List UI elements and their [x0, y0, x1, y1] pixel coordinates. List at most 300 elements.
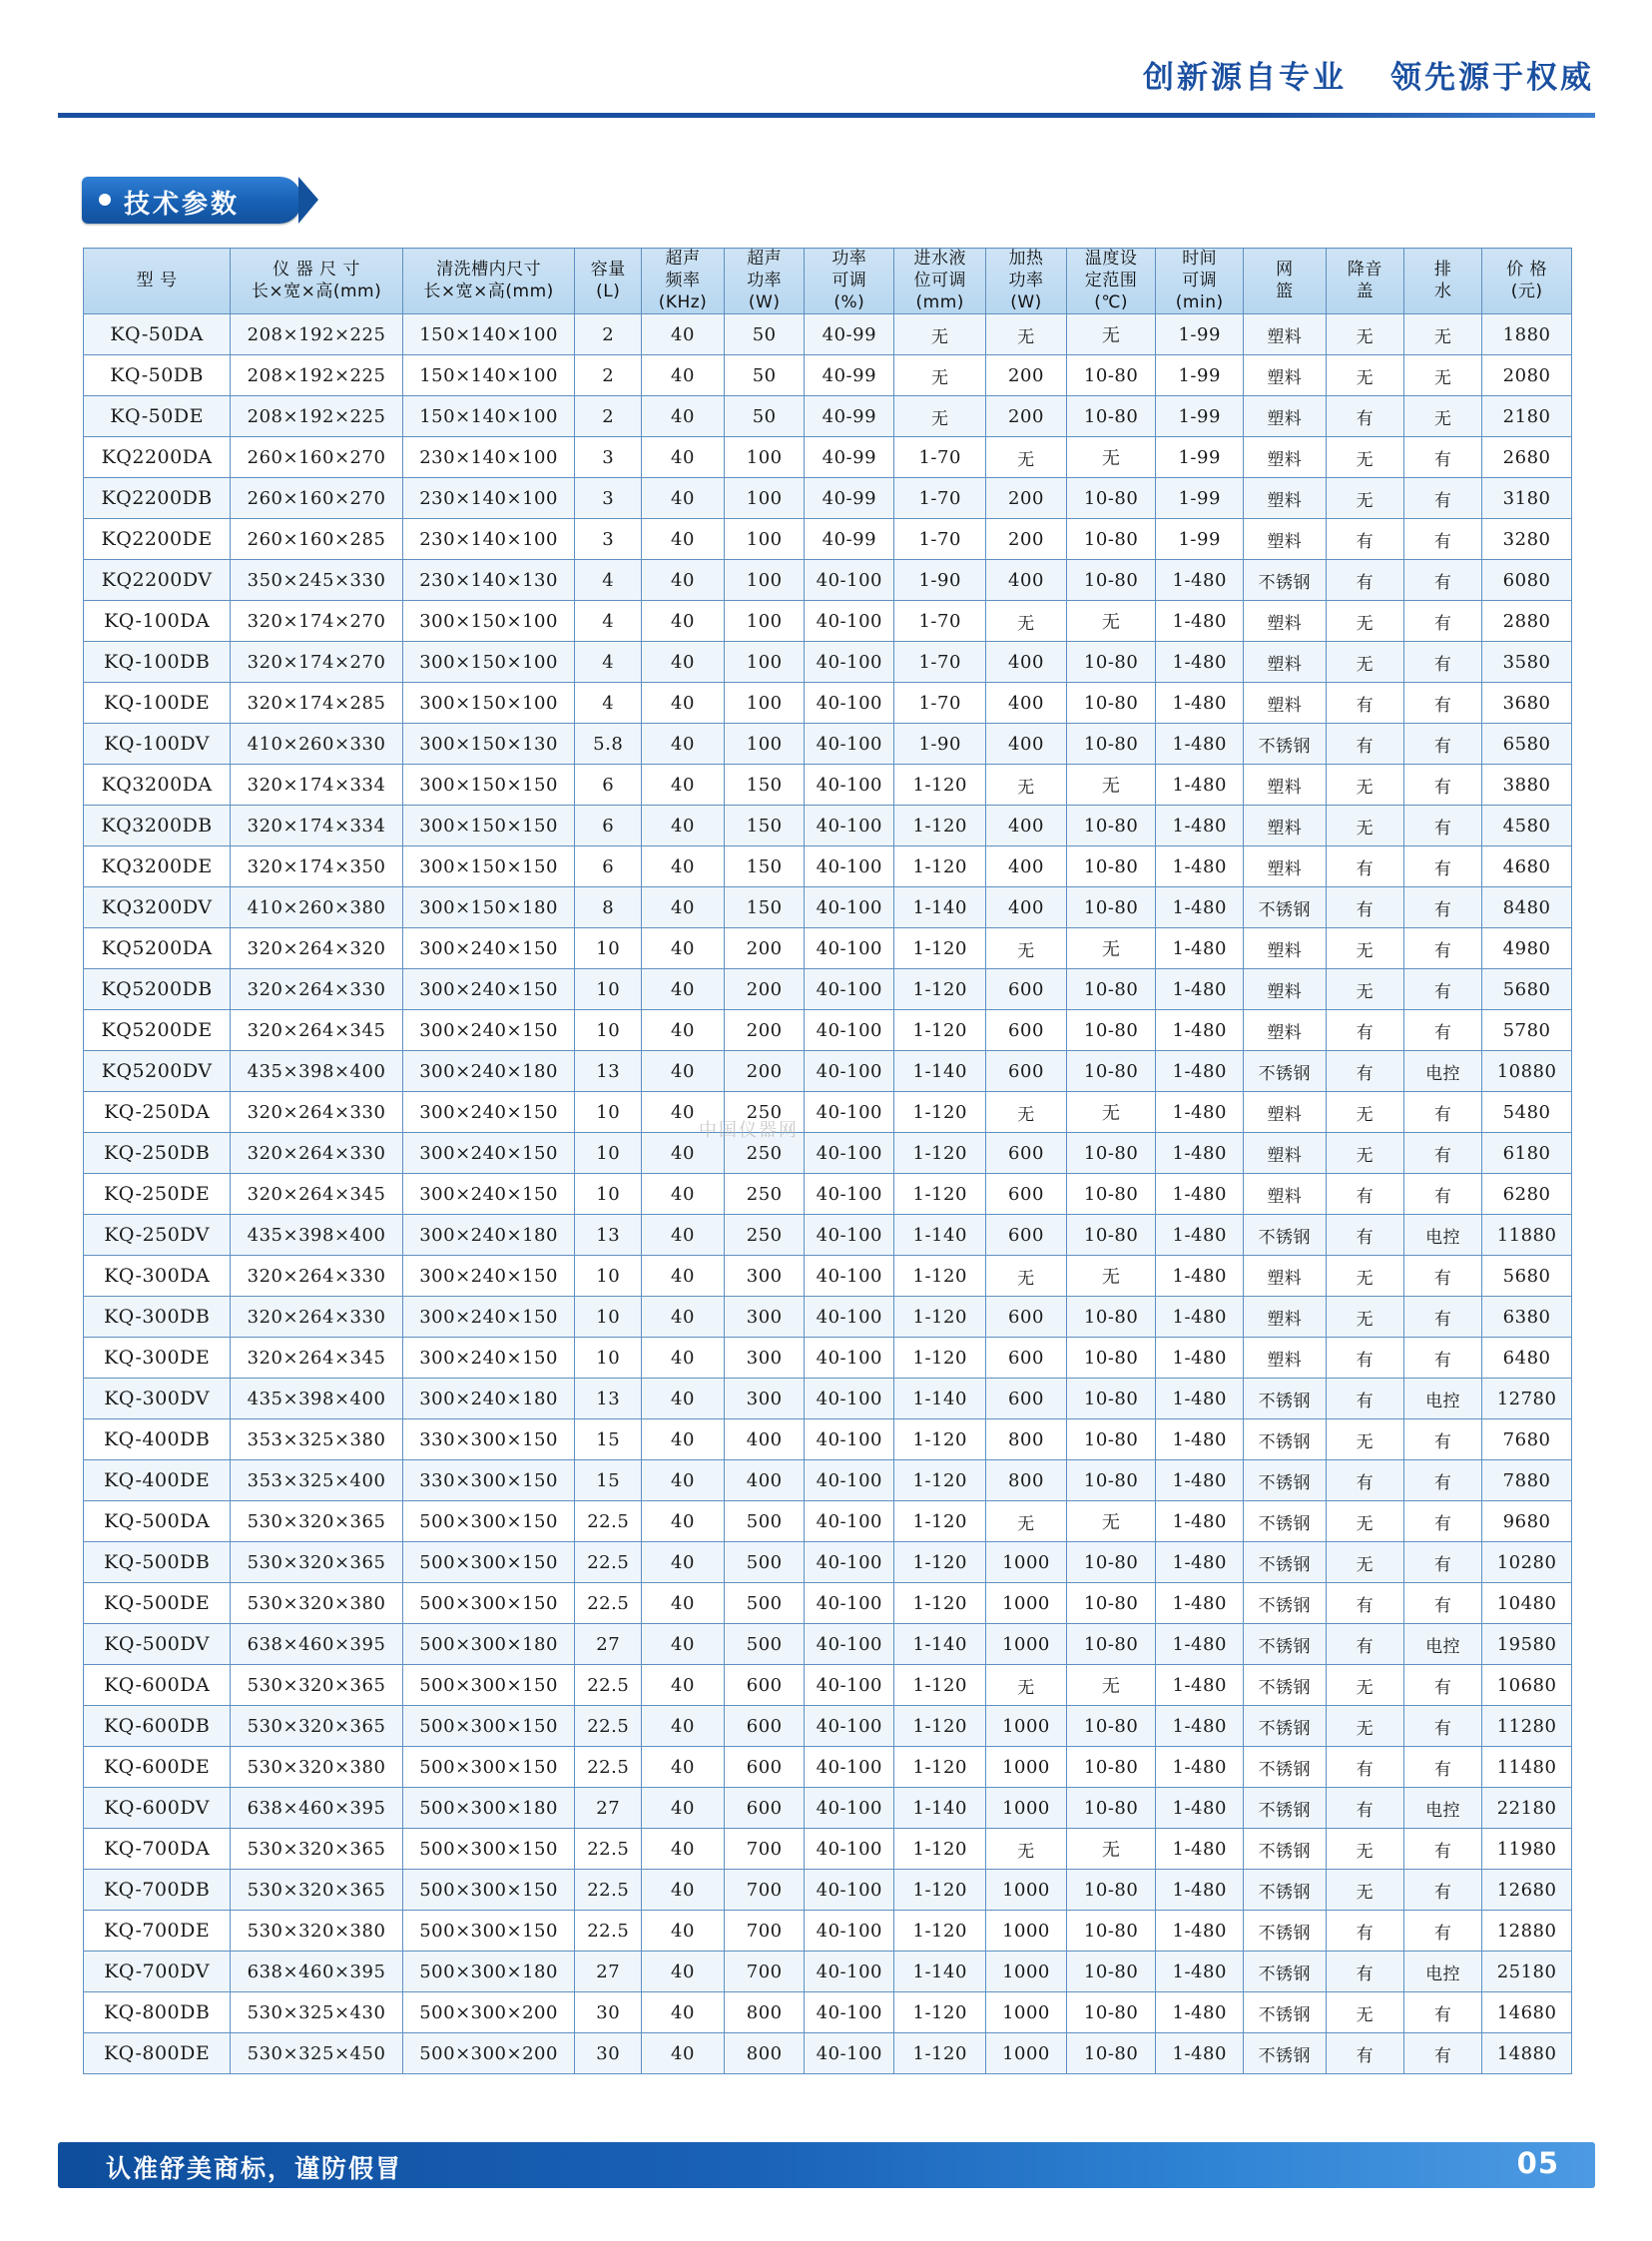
table-cell: 300×150×150: [402, 806, 575, 846]
table-cell: 1-70: [894, 683, 986, 724]
column-header-line: 价 格: [1506, 259, 1548, 280]
table-cell: 有: [1403, 1829, 1481, 1870]
table-cell: 有: [1403, 1010, 1481, 1051]
section-title-badge: [82, 177, 301, 224]
table-cell: 10680: [1482, 1665, 1572, 1706]
table-cell: 6480: [1482, 1338, 1572, 1379]
table-cell: 500×300×150: [402, 1911, 575, 1952]
table-cell: 300×240×180: [402, 1379, 575, 1419]
table-cell: 塑料: [1243, 765, 1326, 806]
column-header-3: [575, 249, 642, 314]
table-cell: 320×264×330: [231, 1133, 403, 1174]
table-cell: 12780: [1482, 1379, 1572, 1419]
table-cell: 320×174×270: [231, 601, 403, 642]
table-cell: 1-120: [894, 1460, 986, 1501]
table-cell: 有: [1403, 1583, 1481, 1624]
table-cell: 10480: [1482, 1583, 1572, 1624]
table-cell: 1-120: [894, 1297, 986, 1338]
table-cell: 22.5: [575, 1747, 642, 1788]
table-cell: 1000: [986, 1788, 1067, 1829]
table-cell: 不锈钢: [1243, 1379, 1326, 1419]
table-cell: KQ5200DE: [84, 1010, 231, 1051]
table-cell: 800: [986, 1419, 1067, 1460]
table-cell: 1-480: [1156, 928, 1243, 969]
table-cell: KQ-250DA: [84, 1092, 231, 1133]
table-cell: 200: [986, 355, 1067, 396]
table-cell: 电控: [1403, 1215, 1481, 1256]
table-cell: 500: [724, 1583, 805, 1624]
table-cell: 530×320×365: [231, 1665, 403, 1706]
table-cell: 有: [1403, 2033, 1481, 2074]
table-cell: 有: [1326, 396, 1403, 437]
table-cell: 100: [724, 437, 805, 478]
table-cell: 200: [986, 396, 1067, 437]
table-cell: 9680: [1482, 1501, 1572, 1542]
column-header-line: 时间: [1182, 249, 1218, 269]
table-row: [84, 1215, 1572, 1256]
table-cell: 530×325×450: [231, 2033, 403, 2074]
table-cell: 40: [642, 1911, 725, 1952]
table-cell: 有: [1403, 1419, 1481, 1460]
table-cell: 无: [1066, 601, 1156, 642]
watermark: 中国仪器网: [699, 1120, 799, 1141]
table-cell: 塑料: [1243, 1174, 1326, 1215]
table-cell: 10-80: [1066, 1419, 1156, 1460]
table-cell: 40: [642, 1747, 725, 1788]
table-cell: 10-80: [1066, 969, 1156, 1010]
table-cell: 40-100: [805, 1338, 894, 1379]
table-cell: 400: [986, 806, 1067, 846]
table-cell: 5680: [1482, 969, 1572, 1010]
table-cell: 10-80: [1066, 1706, 1156, 1747]
table-cell: 无: [894, 355, 986, 396]
column-header-line: 降音: [1347, 259, 1382, 280]
table-cell: 40: [642, 1338, 725, 1379]
table-cell: 500×300×150: [402, 1583, 575, 1624]
table-cell: 200: [724, 1010, 805, 1051]
column-header-line: (元): [1510, 280, 1543, 301]
table-cell: 塑料: [1243, 601, 1326, 642]
table-cell: 塑料: [1243, 1297, 1326, 1338]
table-cell: 500×300×150: [402, 1870, 575, 1911]
table-cell: 320×174×270: [231, 642, 403, 683]
table-row: [84, 1911, 1572, 1952]
table-cell: 无: [1326, 1665, 1403, 1706]
table-cell: 有: [1403, 887, 1481, 928]
column-header-14: [1482, 249, 1572, 314]
table-cell: 1-480: [1156, 724, 1243, 765]
table-cell: 1-140: [894, 1051, 986, 1092]
table-cell: 无: [986, 1665, 1067, 1706]
table-cell: 10-80: [1066, 683, 1156, 724]
table-cell: 22.5: [575, 1665, 642, 1706]
table-cell: KQ-50DE: [84, 396, 231, 437]
table-row: [84, 1706, 1572, 1747]
table-cell: 1-480: [1156, 1338, 1243, 1379]
table-cell: 1-120: [894, 1092, 986, 1133]
table-cell: 30: [575, 1992, 642, 2033]
table-cell: 40: [642, 1256, 725, 1297]
table-cell: 1-480: [1156, 1501, 1243, 1542]
table-cell: KQ5200DB: [84, 969, 231, 1010]
table-cell: 300: [724, 1256, 805, 1297]
table-row: [84, 1542, 1572, 1583]
bullet-dot-icon: [99, 194, 111, 206]
table-cell: 40-99: [805, 478, 894, 519]
table-cell: 40-100: [805, 1460, 894, 1501]
table-cell: 300×150×100: [402, 601, 575, 642]
table-cell: 3880: [1482, 765, 1572, 806]
table-cell: 10-80: [1066, 396, 1156, 437]
table-cell: 不锈钢: [1243, 724, 1326, 765]
table-cell: KQ3200DB: [84, 806, 231, 846]
table-cell: 1-120: [894, 2033, 986, 2074]
table-cell: 1-480: [1156, 1706, 1243, 1747]
table-cell: 10-80: [1066, 1583, 1156, 1624]
table-cell: 不锈钢: [1243, 1747, 1326, 1788]
table-cell: 有: [1403, 1706, 1481, 1747]
table-cell: 22.5: [575, 1829, 642, 1870]
table-cell: 无: [1066, 314, 1156, 355]
table-cell: 1-480: [1156, 1583, 1243, 1624]
table-cell: 12680: [1482, 1870, 1572, 1911]
table-cell: 40-100: [805, 1952, 894, 1992]
table-cell: 不锈钢: [1243, 1051, 1326, 1092]
column-header-line: 篮: [1276, 280, 1294, 301]
table-cell: 无: [894, 314, 986, 355]
table-cell: 435×398×400: [231, 1379, 403, 1419]
table-cell: 320×174×350: [231, 846, 403, 887]
table-cell: 1-480: [1156, 1911, 1243, 1952]
table-cell: 530×320×365: [231, 1706, 403, 1747]
table-cell: 410×260×330: [231, 724, 403, 765]
table-cell: 40: [642, 683, 725, 724]
column-header-line: 功率: [1008, 270, 1044, 290]
table-cell: 1-120: [894, 1133, 986, 1174]
table-cell: 有: [1403, 1992, 1481, 2033]
table-cell: 1-480: [1156, 1297, 1243, 1338]
table-cell: 40-100: [805, 887, 894, 928]
table-row: [84, 601, 1572, 642]
table-cell: 1-120: [894, 928, 986, 969]
table-cell: 100: [724, 683, 805, 724]
table-cell: 2: [575, 355, 642, 396]
table-cell: 40-100: [805, 765, 894, 806]
table-cell: 22.5: [575, 1870, 642, 1911]
table-cell: 不锈钢: [1243, 1829, 1326, 1870]
table-cell: 有: [1403, 1870, 1481, 1911]
table-row: [84, 2033, 1572, 2074]
table-cell: 6180: [1482, 1133, 1572, 1174]
table-cell: 1-99: [1156, 396, 1243, 437]
table-cell: 1-480: [1156, 1010, 1243, 1051]
table-cell: 40: [642, 1133, 725, 1174]
table-cell: 5680: [1482, 1256, 1572, 1297]
table-cell: 638×460×395: [231, 1624, 403, 1665]
table-cell: 1-480: [1156, 601, 1243, 642]
table-cell: 600: [986, 1215, 1067, 1256]
table-cell: 10-80: [1066, 846, 1156, 887]
table-cell: 有: [1403, 560, 1481, 601]
table-cell: 无: [1066, 1665, 1156, 1706]
table-cell: 有: [1403, 1501, 1481, 1542]
table-cell: 320×264×330: [231, 969, 403, 1010]
table-cell: 有: [1326, 1174, 1403, 1215]
table-cell: 1-120: [894, 1419, 986, 1460]
table-cell: 13: [575, 1215, 642, 1256]
table-cell: 6: [575, 846, 642, 887]
table-cell: 有: [1403, 806, 1481, 846]
table-cell: 1-480: [1156, 1992, 1243, 2033]
spec-table: [83, 248, 1572, 2074]
table-cell: 100: [724, 560, 805, 601]
column-header-line: 容量: [590, 259, 626, 280]
table-cell: 有: [1403, 724, 1481, 765]
table-cell: 400: [986, 724, 1067, 765]
table-cell: 11280: [1482, 1706, 1572, 1747]
table-cell: 8: [575, 887, 642, 928]
table-cell: 25180: [1482, 1952, 1572, 1992]
table-cell: 40: [642, 1501, 725, 1542]
table-cell: 250: [724, 1133, 805, 1174]
table-cell: 无: [1326, 355, 1403, 396]
table-cell: 无: [1326, 1419, 1403, 1460]
table-cell: 500×300×180: [402, 1952, 575, 1992]
table-cell: KQ-700DA: [84, 1829, 231, 1870]
table-cell: 有: [1326, 1215, 1403, 1256]
column-header-6: [805, 249, 894, 314]
table-cell: 40: [642, 1788, 725, 1829]
table-cell: 塑料: [1243, 519, 1326, 560]
table-cell: 电控: [1403, 1379, 1481, 1419]
table-cell: 有: [1326, 887, 1403, 928]
column-header-10: [1156, 249, 1243, 314]
table-row: [84, 1992, 1572, 2033]
table-row: [84, 1460, 1572, 1501]
table-cell: 400: [724, 1419, 805, 1460]
table-cell: 1-99: [1156, 355, 1243, 396]
table-cell: 无: [1326, 1092, 1403, 1133]
table-cell: 无: [986, 928, 1067, 969]
table-cell: KQ-400DE: [84, 1460, 231, 1501]
table-cell: 500: [724, 1501, 805, 1542]
table-cell: 6380: [1482, 1297, 1572, 1338]
column-header-4: [642, 249, 725, 314]
table-cell: 无: [1326, 478, 1403, 519]
table-cell: 150: [724, 806, 805, 846]
column-header-1: [231, 249, 403, 314]
table-cell: 400: [724, 1460, 805, 1501]
table-cell: 40: [642, 1665, 725, 1706]
table-cell: 3580: [1482, 642, 1572, 683]
table-cell: 10-80: [1066, 806, 1156, 846]
table-cell: 有: [1326, 1952, 1403, 1992]
table-cell: 13: [575, 1051, 642, 1092]
table-cell: 600: [986, 1174, 1067, 1215]
table-cell: 1-480: [1156, 1542, 1243, 1583]
table-cell: 700: [724, 1911, 805, 1952]
table-cell: KQ-50DB: [84, 355, 231, 396]
table-cell: 530×320×365: [231, 1501, 403, 1542]
table-cell: KQ5200DA: [84, 928, 231, 969]
table-cell: 无: [1403, 355, 1481, 396]
table-cell: 100: [724, 642, 805, 683]
table-cell: 1-140: [894, 1952, 986, 1992]
column-header-line: 超声: [665, 249, 701, 269]
table-cell: 有: [1403, 519, 1481, 560]
table-cell: 3: [575, 437, 642, 478]
table-cell: 塑料: [1243, 437, 1326, 478]
table-cell: 40-99: [805, 396, 894, 437]
table-cell: 15: [575, 1419, 642, 1460]
table-cell: 300×150×150: [402, 846, 575, 887]
column-header-line: 超声: [747, 249, 783, 269]
table-cell: 4580: [1482, 806, 1572, 846]
table-cell: 40-99: [805, 355, 894, 396]
table-cell: 5480: [1482, 1092, 1572, 1133]
column-header-line: (min): [1175, 291, 1224, 312]
table-cell: 有: [1403, 1747, 1481, 1788]
table-cell: 40: [642, 1419, 725, 1460]
table-cell: 有: [1403, 1460, 1481, 1501]
table-cell: 1-480: [1156, 560, 1243, 601]
table-cell: 无: [986, 1829, 1067, 1870]
table-cell: 638×460×395: [231, 1788, 403, 1829]
table-cell: 不锈钢: [1243, 1460, 1326, 1501]
table-cell: 不锈钢: [1243, 1870, 1326, 1911]
table-cell: 10-80: [1066, 1133, 1156, 1174]
table-cell: 150×140×100: [402, 314, 575, 355]
table-cell: 1-90: [894, 560, 986, 601]
table-cell: 400: [986, 846, 1067, 887]
table-cell: 不锈钢: [1243, 1952, 1326, 1992]
table-cell: 1-480: [1156, 1051, 1243, 1092]
table-cell: 无: [1066, 437, 1156, 478]
table-cell: 300×150×100: [402, 683, 575, 724]
table-cell: 27: [575, 1952, 642, 1992]
table-cell: 530×320×380: [231, 1583, 403, 1624]
table-cell: 600: [724, 1747, 805, 1788]
table-cell: 无: [1066, 1256, 1156, 1297]
table-cell: 1-120: [894, 1992, 986, 2033]
table-cell: 1-120: [894, 1174, 986, 1215]
table-cell: 有: [1403, 1911, 1481, 1952]
table-cell: 500×300×200: [402, 1992, 575, 2033]
table-cell: 塑料: [1243, 1256, 1326, 1297]
column-header-line: 长×宽×高(mm): [251, 280, 382, 301]
table-cell: 22.5: [575, 1706, 642, 1747]
table-cell: 40: [642, 396, 725, 437]
table-cell: 1-480: [1156, 1256, 1243, 1297]
table-row: [84, 846, 1572, 887]
table-cell: 700: [724, 1829, 805, 1870]
table-cell: 14680: [1482, 1992, 1572, 2033]
column-header-line: 排: [1433, 259, 1452, 280]
column-header-12: [1326, 249, 1403, 314]
table-cell: 40: [642, 1297, 725, 1338]
table-cell: 40: [642, 887, 725, 928]
table-cell: 300: [724, 1338, 805, 1379]
table-cell: 10-80: [1066, 2033, 1156, 2074]
column-header-line: 进水液: [913, 249, 966, 269]
table-cell: 10: [575, 928, 642, 969]
table-cell: 1-140: [894, 1624, 986, 1665]
table-cell: 1-70: [894, 601, 986, 642]
table-cell: 40-100: [805, 683, 894, 724]
table-cell: 1-140: [894, 887, 986, 928]
table-cell: 10: [575, 1174, 642, 1215]
table-cell: 40: [642, 1829, 725, 1870]
table-cell: KQ3200DE: [84, 846, 231, 887]
table-cell: 500×300×150: [402, 1747, 575, 1788]
table-cell: 13: [575, 1379, 642, 1419]
table-cell: 无: [1403, 396, 1481, 437]
column-header-5: [724, 249, 805, 314]
table-cell: 10-80: [1066, 1870, 1156, 1911]
table-cell: 40: [642, 437, 725, 478]
column-header-line: 功率: [747, 270, 783, 290]
table-cell: 有: [1326, 1747, 1403, 1788]
table-cell: 10-80: [1066, 887, 1156, 928]
table-cell: 300×240×150: [402, 1338, 575, 1379]
table-cell: 600: [986, 1010, 1067, 1051]
table-cell: 10-80: [1066, 1297, 1156, 1338]
table-cell: 40: [642, 355, 725, 396]
table-cell: 30: [575, 2033, 642, 2074]
table-cell: 200: [986, 478, 1067, 519]
table-row: [84, 765, 1572, 806]
table-cell: 40-100: [805, 1379, 894, 1419]
table-cell: 300×240×150: [402, 1256, 575, 1297]
table-cell: KQ-100DA: [84, 601, 231, 642]
table-row: [84, 1379, 1572, 1419]
table-cell: 2880: [1482, 601, 1572, 642]
table-cell: 700: [724, 1870, 805, 1911]
table-cell: 1-120: [894, 1256, 986, 1297]
table-cell: 10-80: [1066, 1379, 1156, 1419]
table-cell: 无: [1326, 928, 1403, 969]
table-cell: 1000: [986, 1870, 1067, 1911]
table-cell: 3680: [1482, 683, 1572, 724]
table-row: [84, 1501, 1572, 1542]
table-cell: 1-480: [1156, 642, 1243, 683]
table-row: [84, 1133, 1572, 1174]
column-header-line: 可调: [1182, 270, 1218, 290]
table-cell: 1000: [986, 1911, 1067, 1952]
table-row: [84, 1419, 1572, 1460]
table-cell: 530×320×380: [231, 1747, 403, 1788]
table-cell: 有: [1403, 1297, 1481, 1338]
table-cell: KQ-300DE: [84, 1338, 231, 1379]
table-cell: 500×300×200: [402, 2033, 575, 2074]
table-cell: 有: [1326, 1379, 1403, 1419]
table-cell: 不锈钢: [1243, 1665, 1326, 1706]
table-cell: 不锈钢: [1243, 1501, 1326, 1542]
table-cell: 10-80: [1066, 1992, 1156, 2033]
header-slogan-right: 领先源于权威: [1390, 60, 1594, 96]
table-cell: 40-100: [805, 1501, 894, 1542]
table-cell: 40: [642, 1870, 725, 1911]
table-cell: 150: [724, 846, 805, 887]
table-cell: KQ-600DE: [84, 1747, 231, 1788]
table-cell: 40-100: [805, 1911, 894, 1952]
table-cell: KQ-100DE: [84, 683, 231, 724]
table-cell: 不锈钢: [1243, 1215, 1326, 1256]
table-cell: 7680: [1482, 1419, 1572, 1460]
table-cell: 40-100: [805, 1747, 894, 1788]
table-cell: 40-100: [805, 1010, 894, 1051]
table-cell: 300×150×100: [402, 642, 575, 683]
